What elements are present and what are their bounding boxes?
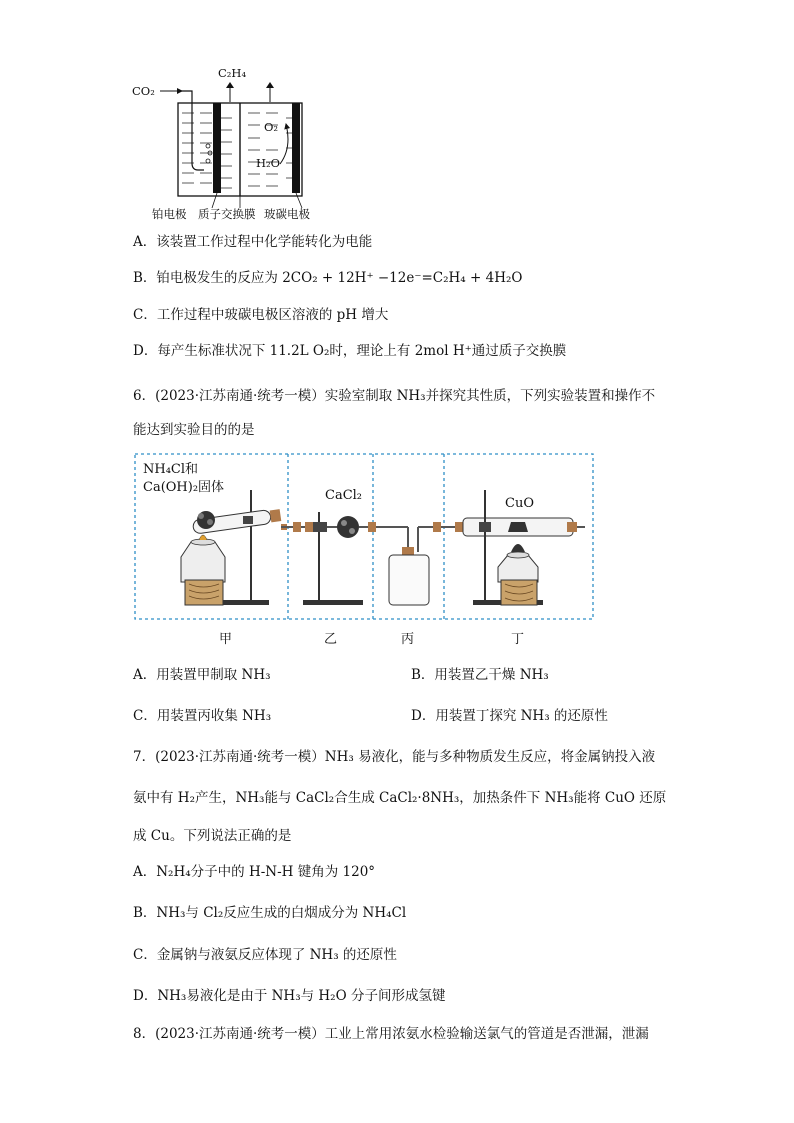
reagent-label-line2: Ca(OH)₂固体 bbox=[143, 480, 225, 495]
pt-electrode-label: 铂电极 bbox=[152, 207, 187, 221]
q6-stem-line1: 6．(2023·江苏南通·统考一模）实验室制取 NH₃并探究其性质，下列实验装置和操作不 bbox=[133, 388, 656, 404]
electrolysis-diagram bbox=[120, 58, 360, 228]
h2o-label: H₂O bbox=[256, 156, 281, 170]
q7-option-a: A．N₂H₄分子中的 H-N-H 键角为 120° bbox=[133, 864, 376, 880]
o2-label: O₂ bbox=[264, 120, 279, 134]
q5-option-c: C．工作过程中玻碳电极区溶液的 pH 增大 bbox=[133, 307, 389, 323]
q5-option-a: A．该装置工作过程中化学能转化为电能 bbox=[133, 234, 373, 250]
caption-ding: 丁 bbox=[511, 632, 525, 647]
apparatus-figure bbox=[133, 452, 595, 652]
q7-option-b: B．NH₃与 Cl₂反应生成的白烟成分为 NH₄Cl bbox=[133, 905, 407, 921]
q7-stem-line1: 7．(2023·江苏南通·统考一模）NH₃ 易液化，能与多种物质发生反应，将金属钠投入液 bbox=[133, 749, 656, 765]
glassy-carbon-label: 玻碳电极 bbox=[264, 207, 310, 221]
q5-option-d: D．每产生标准状况下 11.2L O₂时，理论上有 2mol H⁺通过质子交换膜 bbox=[133, 343, 567, 359]
q6-stem-line2: 能达到实验目的的是 bbox=[133, 422, 255, 438]
q7-stem-line3: 成 Cu。下列说法正确的是 bbox=[133, 828, 292, 844]
q7-stem-line2: 氨中有 H₂产生，NH₃能与 CaCl₂合生成 CaCl₂·8NH₃，加热条件下 NH₃能将 CuO 还原 bbox=[133, 790, 667, 806]
caption-yi: 乙 bbox=[324, 632, 338, 647]
q6-option-a: A．用装置甲制取 NH₃ bbox=[133, 667, 271, 683]
q6-option-b: B．用装置乙干燥 NH₃ bbox=[411, 667, 549, 683]
reagent-label-line1: NH₄Cl和 bbox=[143, 462, 199, 477]
q7-option-d: D．NH₃易液化是由于 NH₃与 H₂O 分子间形成氢键 bbox=[133, 988, 446, 1004]
caption-jia: 甲 bbox=[219, 632, 233, 647]
co2-label: CO₂ bbox=[132, 84, 155, 98]
c2h4-label: C₂H₄ bbox=[218, 66, 247, 80]
membrane-label: 质子交换膜 bbox=[198, 207, 256, 221]
cacl2-label: CaCl₂ bbox=[325, 488, 363, 503]
q6-option-d: D．用装置丁探究 NH₃ 的还原性 bbox=[411, 708, 608, 724]
electrolysis-figure bbox=[120, 58, 360, 228]
caption-bing: 丙 bbox=[401, 632, 415, 647]
cuo-label: CuO bbox=[505, 496, 534, 511]
q7-option-c: C．金属钠与液氨反应体现了 NH₃ 的还原性 bbox=[133, 947, 397, 963]
q5-option-b: B．铂电极发生的反应为 2CO₂ + 12H⁺ −12e⁻=C₂H₄ + 4H₂O bbox=[133, 270, 523, 286]
q8-stem-line1: 8．(2023·江苏南通·统考一模）工业上常用浓氨水检验输送氯气的管道是否泄漏，泄漏 bbox=[133, 1026, 649, 1042]
q6-option-c: C．用装置丙收集 NH₃ bbox=[133, 708, 272, 724]
